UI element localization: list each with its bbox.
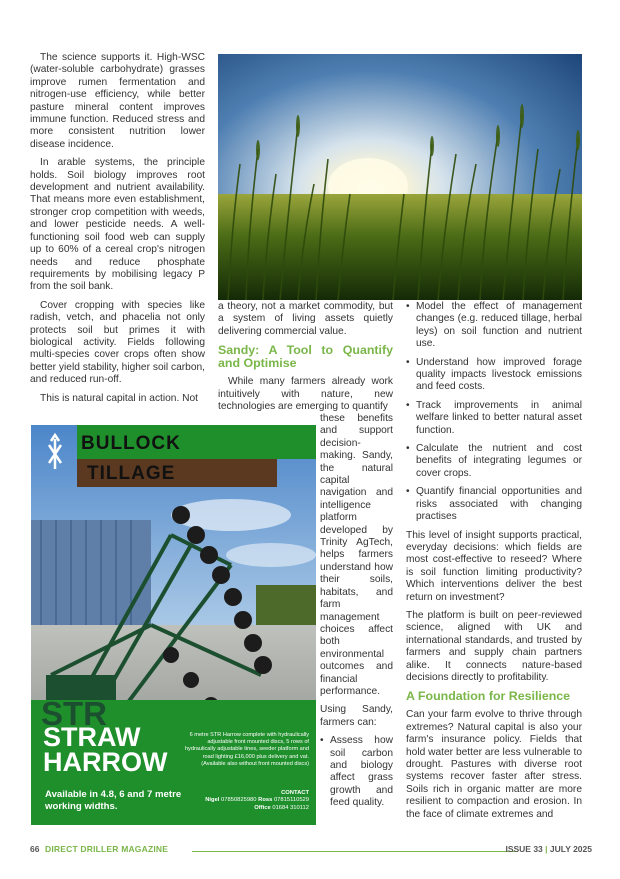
column-3 bbox=[406, 301, 582, 827]
contact-block bbox=[181, 790, 309, 812]
product-name-harrow: HARROW bbox=[43, 747, 168, 777]
paragraph: these benefits and support decision-making. Sandy, the natural capital navigation and intelligence platform developed by Trinity AgTech, helps farmers understand how their soils, habitats, and farm management choices affect both environmental outcomes and financial performance. bbox=[320, 413, 393, 697]
paragraph: Using Sandy, farmers can: bbox=[320, 704, 393, 728]
photo-illustration bbox=[218, 54, 582, 300]
bullet-item: • Understand how improved forage quality impacts livestock emissions and feed costs. bbox=[406, 357, 582, 394]
section-heading: Sandy: A Tool to Quantify and Optimise bbox=[218, 343, 393, 371]
availability-text: Available in 4.8, 6 and 7 metre working widths. bbox=[45, 789, 182, 812]
contact-label: CONTACT bbox=[281, 790, 309, 796]
column-2-wrap bbox=[320, 413, 393, 816]
grass-sunrise-photo bbox=[218, 54, 582, 300]
section-heading: A Foundation for Resilience bbox=[406, 689, 571, 704]
column-1 bbox=[30, 52, 205, 411]
bullet-item: • Assess how soil carbon and biology affect grass growth and feed quality. bbox=[320, 735, 393, 809]
bullet-item: • Track improvements in animal welfare linked to better natural asset function. bbox=[406, 400, 582, 437]
footer-divider bbox=[192, 851, 518, 852]
bullet-list bbox=[406, 301, 582, 524]
paragraph: Can your farm evolve to thrive through extremes? Natural capital is also your farm's insurance policy. Fields that hold water better are less vulnerable to drought. Pastures with diverse root systems recover faster after stress. Soils rich in organic matter are more resilient to compaction and erosion. In the face of climate extremes and bbox=[406, 709, 582, 820]
contact-line-1: Nigel 07850825980 Ross 07815110529 bbox=[205, 797, 309, 804]
product-name-straw: STRAW bbox=[43, 722, 141, 752]
magazine-name: DIRECT DRILLER MAGAZINE bbox=[45, 844, 169, 854]
page-number: 66 bbox=[30, 844, 40, 854]
paragraph: In arable systems, the principle holds. Soil biology improves root development and nutrient availability. That means more even establishment, stronger crop competition with weeds, and lower pesticide needs. A well-functioning soil food web can supply up to 60% of a cereal crop's nitrogen needs and reduce phosphate requirements by mobilising legacy P from the soil bank. bbox=[30, 157, 205, 293]
paragraph: a theory, not a market commodity, but a system of living assets quietly delivering commercial value. bbox=[218, 301, 393, 337]
bullet-item: • Quantify financial opportunities and risks associated with changing practises bbox=[406, 486, 582, 523]
paragraph: The platform is built on peer-reviewed science, aligned with UK and international standards, and trusted by farmers and supply chain partners alike. It connects nature-based decisions directly to profitability. bbox=[406, 609, 582, 683]
bullock-tillage-advert bbox=[31, 425, 316, 825]
page-footer bbox=[30, 844, 592, 858]
bullet-item: • Calculate the nutrient and cost benefits of integrating legumes or cover crops. bbox=[406, 443, 582, 480]
bullet-item: • Model the effect of management changes (e.g. reduced tillage, herbal leys) on soil function and nutrient use. bbox=[406, 301, 582, 351]
paragraph: This level of insight supports practical, everyday decisions: which fields are most cost-effective to reseed? Where is soil function limiting productivity? Which interventions deliver the best return on investment? bbox=[406, 529, 582, 603]
paragraph: The science supports it. High-WSC (water-soluble carbohydrate) grasses improve rumen fermentation and nitrogen-use efficiency, while better pasture mineral content improves immune function. Reduced stress and more consistent nutrition lower disease incidence. bbox=[30, 52, 205, 150]
brand-subname: TILLAGE bbox=[87, 463, 176, 484]
contact-line-2: Office 01684 310112 bbox=[254, 804, 309, 811]
paragraph: This is natural capital in action. Not bbox=[40, 392, 198, 404]
product-name-str: STR bbox=[41, 695, 107, 732]
brand-name: BULLOCK bbox=[81, 433, 181, 454]
paragraph: Cover cropping with species like radish, vetch, and phacelia not only protects soil but primes it with biological activity. Fields following multi-species cover crops often show better yield stability, higher soil carbon, and reduced run-off. bbox=[30, 299, 205, 386]
product-description: 6 metre STR Harrow complete with hydraulically adjustable front mounted discs, 5 rows of hydraulically adjustable tines, seeder platform and road lighting £16,000 plus delivery and vat. (Available also without front mounted discs) bbox=[184, 732, 309, 767]
column-2-top bbox=[218, 301, 393, 419]
issue-info: ISSUE 33 | JULY 2025 bbox=[505, 844, 592, 854]
paragraph: While many farmers already work intuitively with nature, new technologies are emerging to quantify bbox=[218, 376, 393, 413]
